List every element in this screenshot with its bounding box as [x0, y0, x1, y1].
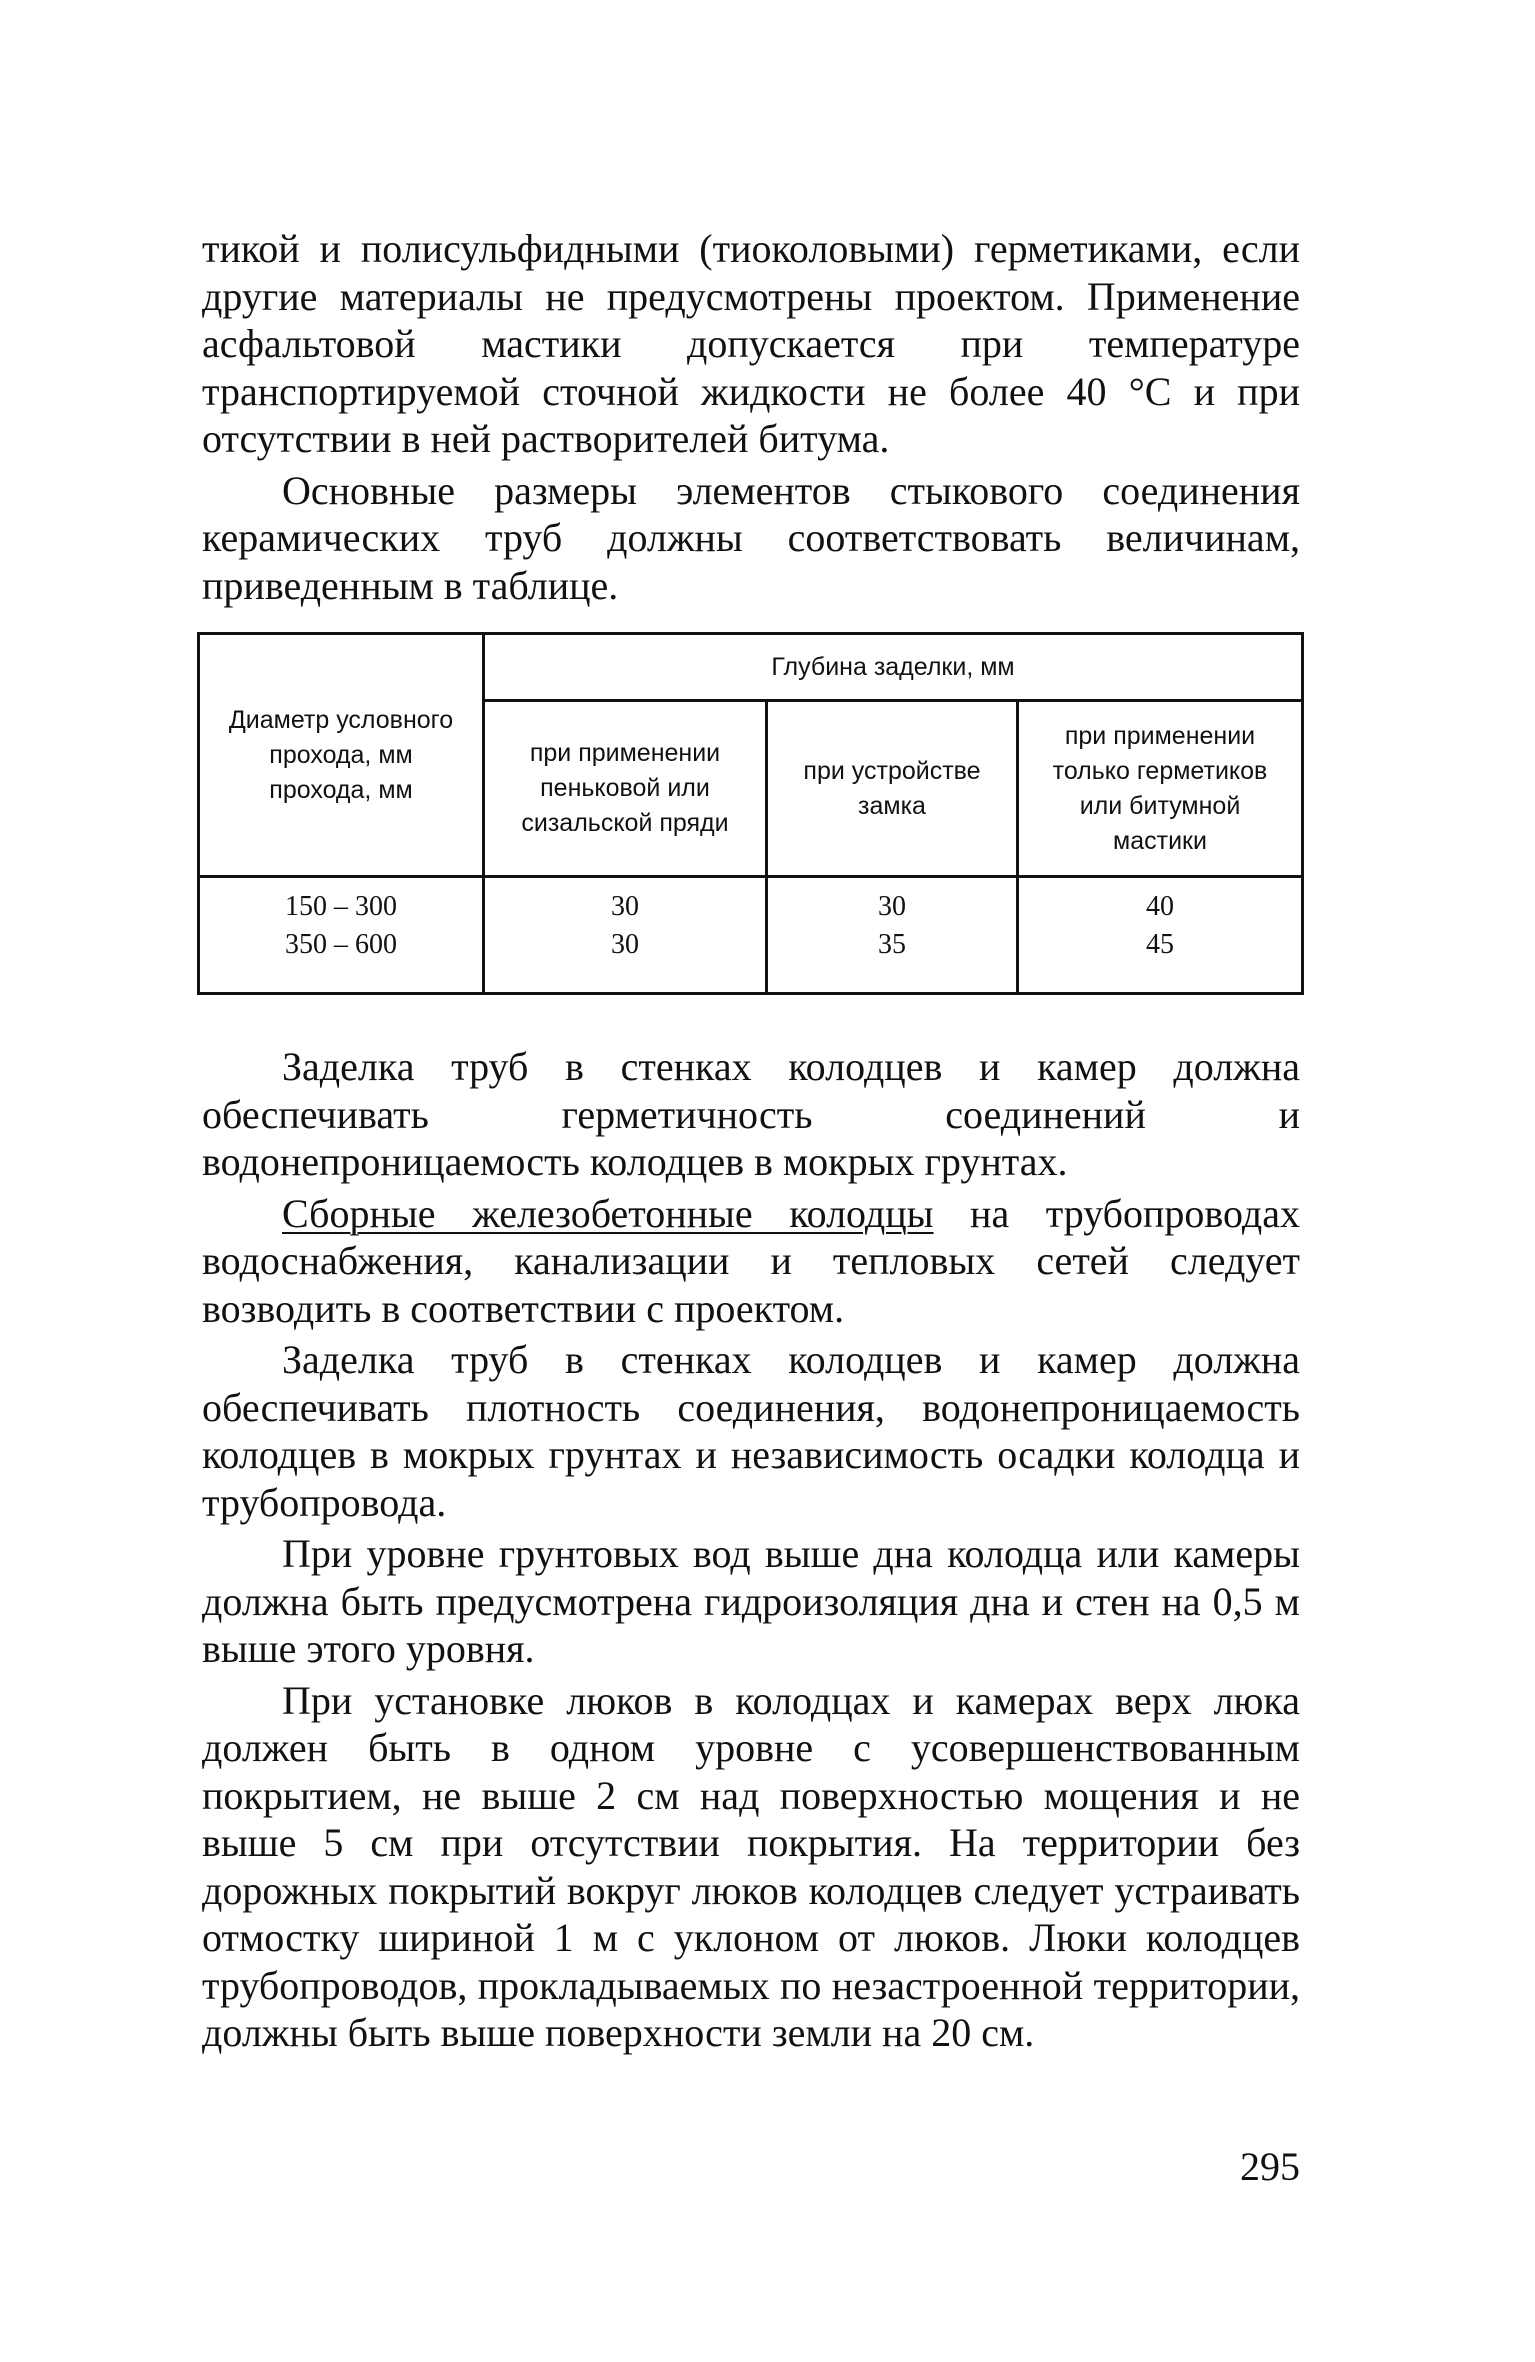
paragraph-precast-wells-rest: на трубопроводах водоснабжения, канализации и тепловых сетей следует возводить в соответствии с проектом. — [202, 1190, 1300, 1331]
precast-wells-link[interactable]: Сборные железобетонные колодцы — [282, 1190, 934, 1236]
cell-value: 150 – 300 — [285, 891, 397, 922]
cell-value: 45 — [1146, 929, 1174, 960]
subheader-sealants — [1018, 701, 1303, 877]
paragraph-manholes: При установке люков в колодцах и камерах верх люка должен быть в одном уровне с усовершенствованным покрытием, не выше 2 см над поверхностью мощения и не выше 5 см при отсутствии покрытия. На территории без дорожных покрытий вокруг люков колодцев следует устраивать отмостку шириной 1 м с уклоном от люков. Люки колодцев трубопроводов, прокладываемых по незастроенной территории, должны быть выше поверхности земли на 20 см. — [202, 1677, 1300, 2055]
header-diameter-line: прохода, мм — [269, 740, 413, 769]
subheader-line: при устройстве — [803, 756, 981, 785]
table-header-row — [199, 634, 1303, 701]
subheader-line: замка — [858, 791, 926, 820]
cell-value: 30 — [878, 891, 906, 922]
paragraph-pipe-embedding: Заделка труб в стенках колодцев и камер должна обеспечивать герметичность соединений и водонепроницаемость колодцев в мокрых грунтах. — [202, 1044, 1300, 1184]
cell-diameter — [199, 877, 484, 994]
subheader-line: или битумной — [1079, 791, 1241, 820]
paragraph-wall-sealing: Заделка труб в стенках колодцев и камер должна обеспечивать плотность соединения, водонепроницаемость колодцев в мокрых грунтах и независимость осадки колодца и трубопровода. — [202, 1337, 1300, 1525]
header-diameter-line: Диаметр условного — [228, 705, 454, 734]
joint-dimensions-table-wrap — [197, 632, 1301, 992]
page-number: 295 — [1240, 2144, 1300, 2189]
subheader-line: при применении — [1064, 721, 1256, 750]
paragraph-dimensions-intro: Основные размеры элементов стыкового соединения керамических труб должны соответствовать величинам, приведенным в таблице. — [202, 467, 1300, 608]
subheader-line: при применении — [529, 739, 721, 767]
subheader-line: мастики — [1113, 826, 1207, 855]
paragraph-waterproofing: При уровне грунтовых вод выше дна колодца или камеры должна быть предусмотрена гидроизоляция дна и стен на 0,5 м выше этого уровня. — [202, 1531, 1300, 1671]
cell-lock — [767, 877, 1018, 994]
bottom-text — [202, 1043, 1300, 2057]
header-depth: Глубина заделки, мм — [484, 634, 1303, 701]
subheader-line: сизальской пряди — [521, 809, 729, 837]
paragraph-sealants: тикой и полисульфидными (тиоколовыми) герметиками, если другие материалы не предусмотрены проектом. Применение асфальтовой мастики допускается при температуре транспортируемой сточной жидкости не более 40 °С и при отсутствии в ней растворителей битума. — [202, 226, 1300, 461]
paragraph-precast-wells — [202, 1190, 1300, 1333]
joint-dimensions-table — [197, 632, 1304, 995]
header-diameter — [199, 634, 484, 877]
subheader-line: только герметиков — [1052, 756, 1268, 785]
cell-value: 35 — [878, 929, 906, 960]
cell-hemp — [484, 877, 767, 994]
subheader-line: пеньковой или — [540, 774, 710, 802]
table-data-row — [199, 877, 1303, 994]
top-text — [202, 225, 1300, 609]
cell-sealants — [1018, 877, 1303, 994]
cell-value: 350 – 600 — [285, 929, 397, 960]
header-diameter-line: прохода, мм — [269, 775, 413, 804]
subheader-lock — [767, 701, 1018, 877]
cell-value: 30 — [611, 929, 639, 960]
cell-value: 30 — [611, 891, 639, 922]
cell-value: 40 — [1146, 891, 1174, 922]
subheader-hemp — [484, 701, 767, 877]
